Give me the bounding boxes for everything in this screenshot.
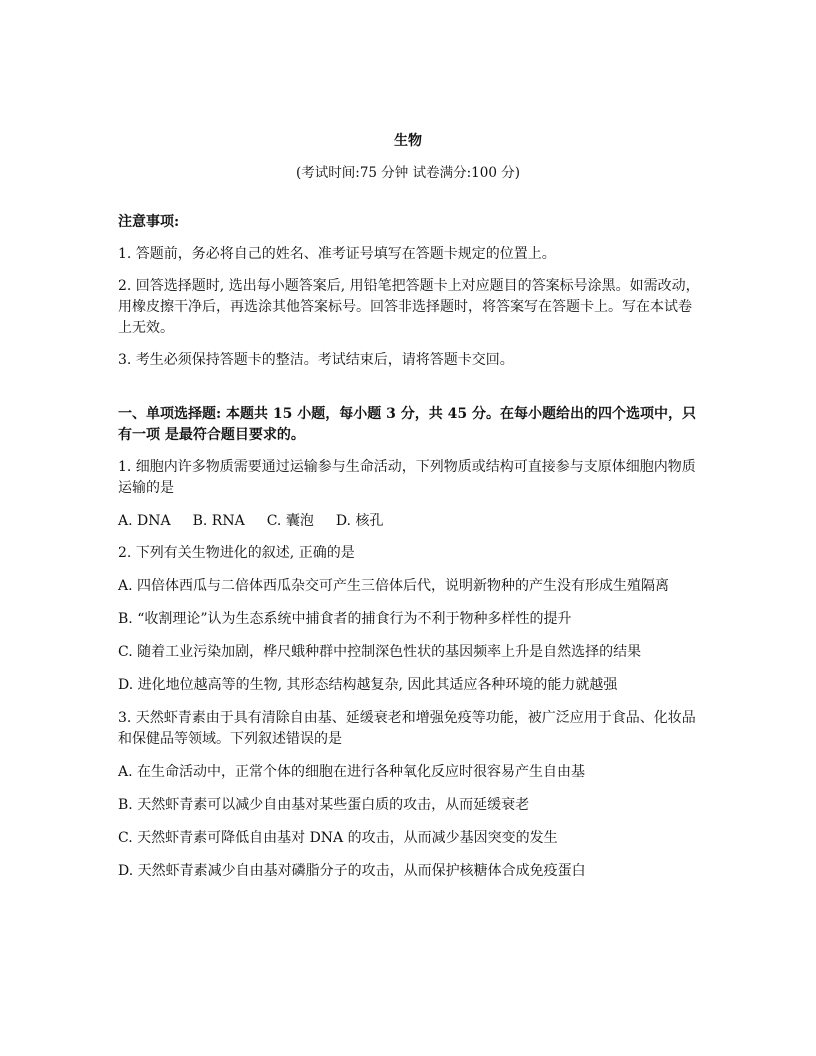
- option: A. 四倍体西瓜与二倍体西瓜杂交可产生三倍体后代，说明新物种的产生没有形成生殖隔离: [118, 578, 670, 594]
- question-stem: 2. 下列有关生物进化的叙述, 正确的是: [118, 545, 355, 561]
- exam-info: (考试时间:75 分钟 试卷满分:100 分): [296, 165, 520, 181]
- question-stem: 3. 天然虾青素由于具有清除自由基、延缓衰老和增强免疫等功能，被广泛应用于食品、化妆品和保健品等领域。下列叙述错误的是: [118, 710, 696, 747]
- option: D. 进化地位越高等的生物, 其形态结构越复杂, 因此其适应各种环境的能力就越强: [118, 677, 618, 693]
- page-title: 生物: [394, 133, 422, 149]
- section-heading: 一、单项选择题: 本题共 15 小题，每小题 3 分，共 45 分。在每小题给出的四个选项中，只有一项 是最符合题目要求的。: [118, 406, 696, 443]
- option: C. 随着工业污染加剧，桦尺蛾种群中控制深色性状的基因频率上升是自然选择的结果: [118, 644, 642, 660]
- notice-heading: 注意事项:: [118, 214, 180, 230]
- option: C. 囊泡: [266, 513, 314, 529]
- notice-item: 3. 考生必须保持答题卡的整洁。考试结束后，请将答题卡交回。: [118, 352, 514, 368]
- option: A. DNA: [118, 513, 171, 529]
- option: B. “收割理论”认为生态系统中捕食者的捕食行为不利于物种多样性的提升: [118, 611, 572, 627]
- option: A. 在生命活动中，正常个体的细胞在进行各种氧化反应时很容易产生自由基: [118, 764, 586, 780]
- question-options: [118, 511, 702, 532]
- option: B. 天然虾青素可以减少自由基对某些蛋白质的攻击，从而延缓衰老: [118, 797, 530, 813]
- option: D. 核孔: [335, 513, 384, 529]
- option: B. RNA: [192, 513, 245, 529]
- option: C. 天然虾青素可降低自由基对 DNA 的攻击，从而减少基因突变的发生: [118, 830, 558, 846]
- exam-content: [118, 212, 702, 882]
- notice-item: 1. 答题前，务必将自己的姓名、准考证号填写在答题卡规定的位置上。: [118, 246, 556, 262]
- question-stem: 1. 细胞内许多物质需要通过运输参与生命活动，下列物质或结构可直接参与支原体细胞内物质运输的是: [118, 459, 696, 496]
- notice-item: 2. 回答选择题时, 选出每小题答案后, 用铅笔把答题卡上对应题目的答案标号涂黑。如需改动，用橡皮擦干净后，再选涂其他答案标号。回答非选择题时，将答案写在答题卡上。写在本试卷上无效。: [118, 278, 700, 336]
- option: D. 天然虾青素减少自由基对磷脂分子的攻击，从而保护核糖体合成免疫蛋白: [118, 863, 586, 879]
